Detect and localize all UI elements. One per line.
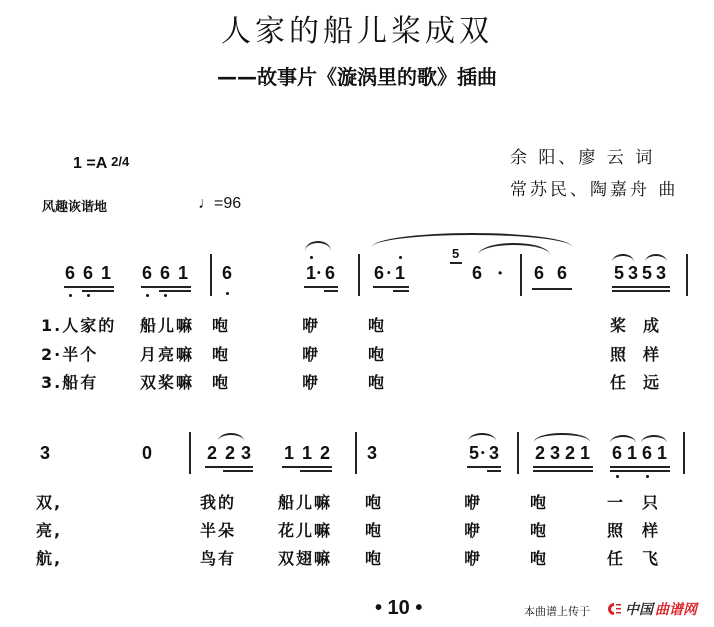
slur	[612, 254, 634, 262]
lyric: 鸟有	[200, 549, 237, 568]
note: 6	[471, 263, 482, 283]
lyric: 只	[642, 493, 661, 512]
lyric: 咆	[368, 373, 387, 392]
underline-beam	[467, 466, 501, 468]
lyric: 成	[643, 316, 662, 335]
lyric: 亮,	[36, 521, 63, 540]
note: 5	[468, 443, 479, 463]
lyric: 花儿嘛	[278, 521, 333, 540]
lyric: 样	[643, 345, 662, 364]
underline-beam	[487, 470, 501, 472]
underline-beam	[612, 290, 670, 292]
lyric: 咆	[368, 316, 387, 335]
note: 0	[141, 443, 152, 463]
composer-credit: 常苏民、陶嘉舟 曲	[510, 180, 679, 200]
lyric: 双,	[36, 493, 63, 512]
underline-beam	[159, 290, 191, 292]
slur	[645, 254, 667, 262]
upload-credit: 本曲谱上传于	[524, 605, 590, 618]
lyric: 双桨嘛	[140, 373, 195, 392]
underline-beam	[141, 286, 191, 288]
octave-dot-below	[164, 294, 167, 297]
lyric: 任	[610, 373, 629, 392]
lyric: 船儿嘛	[278, 493, 333, 512]
lyric: 2·半个	[41, 345, 99, 364]
slur	[468, 433, 496, 441]
octave-dot-above	[399, 256, 402, 259]
underline-beam	[205, 466, 253, 468]
lyric: 1.人家的	[41, 316, 117, 335]
note: 1	[100, 263, 111, 283]
octave-dot-below	[226, 292, 229, 295]
underline-beam	[373, 286, 409, 288]
grace-note: 5	[452, 246, 460, 261]
note: 1	[301, 443, 312, 463]
lyric: 我的	[200, 493, 237, 512]
dot: ·	[316, 263, 322, 282]
grace-beam	[450, 262, 462, 264]
lyric: 桨	[610, 316, 629, 335]
site-logo[interactable]	[605, 599, 697, 619]
underline-beam	[533, 470, 593, 472]
underline-beam	[282, 466, 332, 468]
note: 1	[656, 443, 667, 463]
underline-beam	[533, 466, 593, 468]
note: 1	[394, 263, 405, 283]
lyric: 咆	[365, 549, 384, 568]
octave-dot-below	[646, 475, 649, 478]
lyric: 咿	[302, 316, 321, 335]
lyric: 双翅嘛	[278, 549, 333, 568]
note: 3	[549, 443, 560, 463]
note: 3	[627, 263, 638, 283]
underline-beam	[82, 290, 114, 292]
quarter-note-icon: ♩	[198, 195, 214, 212]
slur	[305, 241, 331, 251]
lyric: 咆	[365, 521, 384, 540]
underline-beam	[324, 290, 338, 292]
note: 1	[177, 263, 188, 283]
octave-dot-below	[69, 294, 72, 297]
note: 6	[641, 443, 652, 463]
key-label: 1 =A	[73, 155, 107, 172]
octave-dot-above	[310, 256, 313, 259]
site-name-part2: 曲谱网	[655, 602, 697, 618]
lyric: 咆	[368, 345, 387, 364]
note: 3	[240, 443, 251, 463]
note: 2	[534, 443, 545, 463]
lyric: 航,	[36, 549, 63, 568]
lyric: 咆	[212, 316, 231, 335]
note: 2	[206, 443, 217, 463]
lyric: 任	[607, 549, 626, 568]
underline-beam	[532, 288, 572, 290]
lyric: 飞	[642, 549, 661, 568]
note: 6	[82, 263, 93, 283]
time-signature: 2/4	[111, 154, 130, 169]
barline	[358, 254, 360, 296]
barline	[355, 432, 357, 474]
note: 6	[221, 263, 232, 283]
lyric: 一	[607, 493, 626, 512]
underline-beam	[304, 286, 338, 288]
lyric: 样	[642, 521, 661, 540]
lyric: 咆	[530, 549, 549, 568]
underline-beam	[610, 470, 670, 472]
lyric: 咆	[530, 493, 549, 512]
lyric: 照	[607, 521, 626, 540]
note: 2	[224, 443, 235, 463]
lyric: 咿	[464, 549, 483, 568]
note: 2	[564, 443, 575, 463]
dot: ·	[386, 263, 392, 282]
lyric: 咿	[464, 493, 483, 512]
note: 1	[579, 443, 590, 463]
slur	[218, 433, 244, 441]
lyric: 远	[643, 373, 662, 392]
underline-beam	[223, 470, 253, 472]
dot: ·	[497, 263, 504, 284]
note: 6	[373, 263, 384, 283]
note: 6	[556, 263, 567, 283]
barline	[520, 254, 522, 296]
phrase-slur	[372, 233, 572, 247]
lyric: 船儿嘛	[140, 316, 195, 335]
underline-beam	[300, 470, 332, 472]
lyricist-credit: 余 阳、廖 云 词	[510, 148, 656, 168]
song-subtitle: ——故事片《漩涡里的歌》插曲	[217, 65, 497, 89]
note: 3	[366, 443, 377, 463]
lyric: 咿	[464, 521, 483, 540]
underline-beam	[610, 466, 670, 468]
note: 3	[488, 443, 499, 463]
site-logo-icon	[605, 601, 623, 617]
note: 3	[655, 263, 666, 283]
barline	[189, 432, 191, 474]
octave-dot-below	[87, 294, 90, 297]
underline-beam	[64, 286, 114, 288]
octave-dot-below	[616, 475, 619, 478]
tempo-marking	[198, 195, 241, 213]
note: 5	[613, 263, 624, 283]
note: 6	[324, 263, 335, 283]
lyric: 咆	[212, 373, 231, 392]
note: 6	[64, 263, 75, 283]
note: 6	[159, 263, 170, 283]
slur	[534, 433, 590, 442]
underline-beam	[612, 286, 670, 288]
dot: ·	[480, 443, 486, 462]
note: 1	[283, 443, 294, 463]
note: 1	[626, 443, 637, 463]
note: 6	[533, 263, 544, 283]
lyric: 咆	[365, 493, 384, 512]
page-number: • 10 •	[375, 597, 423, 619]
slur	[641, 435, 667, 443]
song-title: 人家的船儿桨成双	[221, 14, 493, 49]
expression-marking: 风趣诙谐地	[42, 200, 108, 215]
lyric: 咆	[530, 521, 549, 540]
lyric: 3.船有	[41, 373, 99, 392]
barline	[683, 432, 685, 474]
lyric: 咿	[302, 373, 321, 392]
lyric: 半朵	[200, 521, 237, 540]
note: 5	[641, 263, 652, 283]
note: 1	[305, 263, 316, 283]
barline	[210, 254, 212, 296]
note: 6	[141, 263, 152, 283]
note: 2	[319, 443, 330, 463]
lyric: 照	[610, 345, 629, 364]
note: 3	[39, 443, 50, 463]
key-signature	[73, 155, 129, 173]
barline	[517, 432, 519, 474]
lyric: 咿	[302, 345, 321, 364]
note: 6	[611, 443, 622, 463]
barline	[686, 254, 688, 296]
tempo-value: =96	[214, 195, 242, 212]
slur	[610, 435, 636, 443]
site-name-part1: 中国	[625, 602, 653, 618]
octave-dot-below	[146, 294, 149, 297]
lyric: 咆	[212, 345, 231, 364]
lyric: 月亮嘛	[140, 345, 195, 364]
underline-beam	[393, 290, 409, 292]
